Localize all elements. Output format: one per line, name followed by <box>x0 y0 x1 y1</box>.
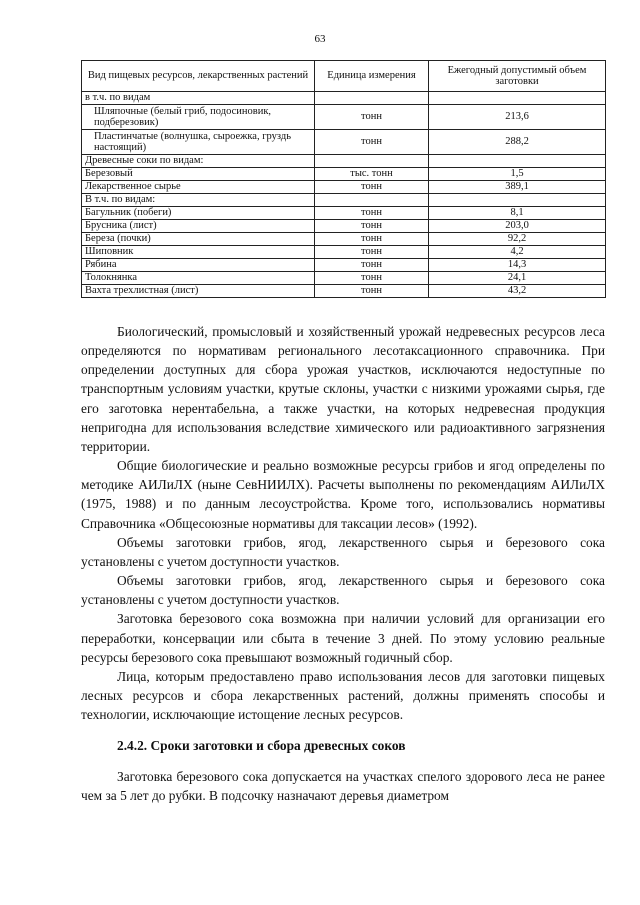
cell-volume <box>429 155 606 168</box>
table-row <box>82 105 606 130</box>
paragraph: Заготовка березового сока допускается на участках спелого здорового леса не ранее чем за 5 лет до рубки. В подсочку назначают деревья диаметром <box>81 769 605 804</box>
table-row <box>82 220 606 233</box>
paragraph: Лица, которым предоставлено право использования лесов для заготовки пищевых лесных ресурсов и сбора лекарственных растений, должны применять способы и технологии, исключающие истощение лесных ресурсов. <box>81 668 605 723</box>
table-row <box>82 285 606 298</box>
cell-resource-name: Багульник (побеги) <box>82 207 315 220</box>
cell-unit: тонн <box>315 130 429 155</box>
cell-unit: тонн <box>315 285 429 298</box>
cell-volume: 203,0 <box>429 220 606 233</box>
section-heading: 2.4.2. Сроки заготовки и сбора древесных соков <box>117 738 406 754</box>
cell-unit <box>315 194 429 207</box>
table-row <box>82 130 606 155</box>
cell-unit: тонн <box>315 105 429 130</box>
table-row <box>82 168 606 181</box>
header-resource-type: Вид пищевых ресурсов, лекарственных растений <box>82 61 315 92</box>
table-row <box>82 233 606 246</box>
cell-resource-name: Шляпочные (белый гриб, подосиновик, подберезовик) <box>82 105 315 130</box>
cell-volume: 43,2 <box>429 285 606 298</box>
cell-unit: тонн <box>315 220 429 233</box>
paragraph: Общие биологические и реально возможные ресурсы грибов и ягод определены по методике АИЛиЛХ (ныне СевНИИЛХ). Расчеты выполнены по рекомендациям АИЛиЛХ (1975, 1988) и по данным лесоустройства. Кроме того, использовались нормативы Справочника «Общесоюзные нормативы для таксации лесов» (1992). <box>81 458 605 531</box>
cell-volume: 389,1 <box>429 181 606 194</box>
cell-volume: 24,1 <box>429 272 606 285</box>
paragraph: Объемы заготовки грибов, ягод, лекарственного сырья и березового сока установлены с учетом доступности участков. <box>81 573 605 608</box>
cell-unit: тонн <box>315 233 429 246</box>
cell-resource-name: Толокнянка <box>82 272 315 285</box>
cell-unit: тонн <box>315 259 429 272</box>
paragraph: Объемы заготовки грибов, ягод, лекарственного сырья и березового сока установлены с учетом доступности участков. <box>81 534 605 569</box>
table-row <box>82 194 606 207</box>
table-row <box>82 181 606 194</box>
cell-unit <box>315 155 429 168</box>
cell-unit: тонн <box>315 181 429 194</box>
cell-resource-name: Вахта трехлистная (лист) <box>82 285 315 298</box>
table-row <box>82 207 606 220</box>
header-unit: Единица измерения <box>315 61 429 92</box>
table-row <box>82 92 606 105</box>
cell-volume: 1,5 <box>429 168 606 181</box>
resources-table <box>81 60 606 298</box>
cell-resource-name: Береза (почки) <box>82 233 315 246</box>
paragraph: Заготовка березового сока возможна при наличии условий для организации его переработки, консервации или сбыта в течение 3 дней. По этому условию реальные ресурсы березового сока превышают возможный годичный сбор. <box>81 611 605 665</box>
table-row <box>82 272 606 285</box>
header-annual-volume: Ежегодный допустимый объем заготовки <box>429 61 606 92</box>
cell-unit: тонн <box>315 207 429 220</box>
cell-volume: 8,1 <box>429 207 606 220</box>
body-text <box>81 322 605 806</box>
cell-resource-name: Рябина <box>82 259 315 272</box>
cell-unit: тонн <box>315 272 429 285</box>
cell-resource-name: В т.ч. по видам: <box>82 194 315 207</box>
cell-resource-name: Шиповник <box>82 246 315 259</box>
cell-volume: 213,6 <box>429 105 606 130</box>
paragraph: Биологический, промысловый и хозяйственный урожай недревесных ресурсов леса определяются по нормативам регионального лесотаксационного справочника. При определении доступных для сбора урожая участков, исключаются недоступные по транспортным условиям участки, крутые склоны, участки с низкими урожаями сырья, где его заготовка нерентабельна, а также участки, на которых недревесная продукция непригодна для использования вследствие химического или радиоактивного загрязнения территории. <box>81 324 605 454</box>
cell-unit: тонн <box>315 246 429 259</box>
table-row <box>82 259 606 272</box>
cell-unit: тыс. тонн <box>315 168 429 181</box>
cell-resource-name: Березовый <box>82 168 315 181</box>
cell-volume: 92,2 <box>429 233 606 246</box>
cell-volume: 14,3 <box>429 259 606 272</box>
cell-volume <box>429 92 606 105</box>
cell-resource-name: Брусника (лист) <box>82 220 315 233</box>
cell-unit <box>315 92 429 105</box>
cell-resource-name: Лекарственное сырье <box>82 181 315 194</box>
cell-volume: 4,2 <box>429 246 606 259</box>
cell-resource-name: Древесные соки по видам: <box>82 155 315 168</box>
table-row <box>82 246 606 259</box>
cell-resource-name: Пластинчатые (волнушка, сыроежка, груздь настоящий) <box>82 130 315 155</box>
cell-resource-name: в т.ч. по видам <box>82 92 315 105</box>
table-header-row <box>82 61 606 92</box>
cell-volume <box>429 194 606 207</box>
cell-volume: 288,2 <box>429 130 606 155</box>
page-number: 63 <box>314 33 326 45</box>
table-row <box>82 155 606 168</box>
